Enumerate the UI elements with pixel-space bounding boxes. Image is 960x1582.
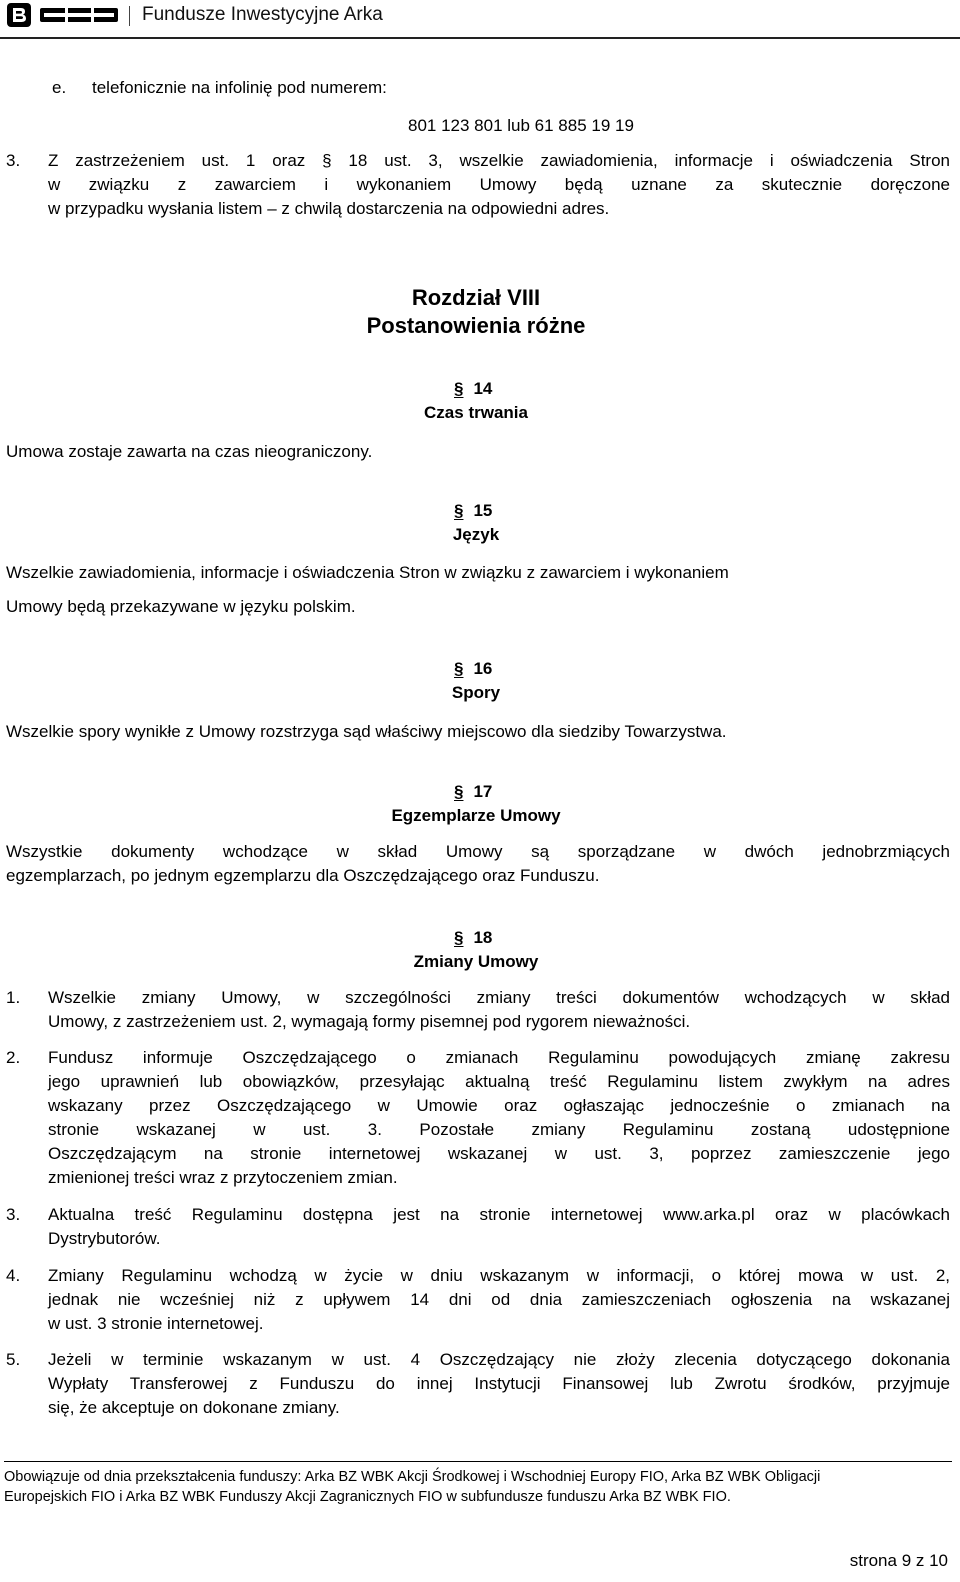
- bz-wbk-logo-icon: [7, 3, 31, 27]
- text-line: w ust. 3 stronie internetowej.: [48, 1314, 264, 1333]
- text-line: stronie wskazanej w ust. 3. Pozostałe zmiany Regulaminu zostaną udostępnione: [48, 1120, 950, 1139]
- text-line: zmienionej treści wraz z przytoczeniem zmian.: [48, 1168, 398, 1187]
- text-line: Jeżeli w terminie wskazanym w ust. 4 Oszczędzający nie złoży zlecenia dotyczącego dokonania: [48, 1350, 950, 1369]
- item-3-text: [48, 149, 950, 221]
- footer-rule: [4, 1461, 952, 1462]
- list-item: [48, 1046, 950, 1190]
- section-sign: §: [454, 501, 464, 520]
- list-item-label: 5.: [6, 1350, 21, 1369]
- section-sign: §: [454, 782, 464, 801]
- list-item: [48, 1203, 950, 1251]
- section-sign: §: [454, 379, 464, 398]
- text-line: Wypłaty Transferowej z Funduszu do innej Instytucji Finansowej lub Zwrotu środków, przyjmuje: [48, 1374, 950, 1393]
- text-line: Zmiany Regulaminu wchodzą w życie w dniu wskazanym w informacji, o której mowa w ust. 2,: [48, 1266, 950, 1285]
- section-18-title: Zmiany Umowy: [413, 952, 539, 971]
- text-line: Aktualna treść Regulaminu dostępna jest na stronie internetowej www.arka.pl oraz w placówkach: [48, 1205, 950, 1224]
- footer-line: Obowiązuje od dnia przekształcenia funduszy: Arka BZ WBK Akcji Środkowej i Wschodniej Europy FIO, Arka BZ WBK Obligacji: [4, 1469, 821, 1485]
- page-number: strona 9 z 10: [849, 1551, 948, 1570]
- chapter-subtitle: Postanowienia różne: [366, 313, 586, 338]
- section-number: 15: [473, 501, 493, 520]
- wbk-wordmark-icon: [40, 5, 118, 25]
- item-e-text: telefonicznie na infolinię pod numerem:: [92, 78, 387, 97]
- section-16-heading: [454, 657, 492, 681]
- text-line: się, że akceptuje on dokonane zmiany.: [48, 1398, 340, 1417]
- item-3-label: 3.: [6, 151, 21, 170]
- header-title: Fundusze Inwestycyjne Arka: [142, 4, 383, 25]
- document-header: [0, 0, 960, 32]
- section-sign: §: [454, 659, 464, 678]
- text-line: Wszystkie dokumenty wchodzące w skład Umowy są sporządzane w dwóch jednobrzmiących: [6, 842, 950, 861]
- list-item-label: 1.: [6, 988, 21, 1007]
- text-line: Z zastrzeżeniem ust. 1 oraz § 18 ust. 3, wszelkie zawiadomienia, informacje i oświadczenia Stron: [48, 151, 950, 170]
- text-line: Wszelkie zmiany Umowy, w szczególności zmiany treści dokumentów wchodzących w skład: [48, 988, 950, 1007]
- text-line: w przypadku wysłania listem – z chwilą dostarczenia na odpowiedni adres.: [48, 199, 610, 218]
- section-18-heading: [454, 926, 492, 950]
- text-line: Oszczędzającym na stronie internetowej wskazanej w ust. 3, poprzez zamieszczenie jego: [48, 1144, 950, 1163]
- text-line: wskazany przez Oszczędzającego w Umowie oraz ogłaszając jednocześnie o zmianach na: [48, 1096, 950, 1115]
- header-rule: [0, 37, 960, 39]
- text-line: Umowy, z zastrzeżeniem ust. 2, wymagają formy pisemnej pod rygorem nieważności.: [48, 1012, 691, 1031]
- section-16-text: Wszelkie spory wynikłe z Umowy rozstrzyga sąd właściwy miejscowo dla siedziby Towarzystwa.: [6, 722, 727, 741]
- text-line: egzemplarzach, po jednym egzemplarzu dla Oszczędzającego oraz Funduszu.: [6, 866, 600, 885]
- text-line: Dystrybutorów.: [48, 1229, 161, 1248]
- section-17-title: Egzemplarze Umowy: [391, 806, 561, 825]
- list-item: [48, 1348, 950, 1420]
- list-item: [48, 1264, 950, 1336]
- list-item-label: 4.: [6, 1266, 21, 1285]
- text-line: jednak nie wcześniej niż z upływem 14 dni od dnia zamieszczeniach ogłoszenia na wskazanej: [48, 1290, 950, 1309]
- section-17-text: [6, 840, 950, 888]
- section-number: 18: [473, 928, 493, 947]
- section-14-text: Umowa zostaje zawarta na czas nieograniczony.: [6, 442, 373, 461]
- header-divider: [129, 6, 130, 26]
- section-16-title: Spory: [451, 683, 501, 702]
- footer-line: Europejskich FIO i Arka BZ WBK Funduszy Akcji Zagranicznych FIO w subfundusze funduszu Arka BZ WBK FIO.: [4, 1489, 731, 1505]
- text-line: jego uprawnień lub obowiązków, przesyłając aktualną treść Regulaminu listem zwykłym na adres: [48, 1072, 950, 1091]
- section-14-heading: [454, 377, 492, 401]
- chapter-title: Rozdział VIII: [411, 285, 541, 310]
- section-number: 14: [473, 379, 493, 398]
- section-17-heading: [454, 780, 492, 804]
- text-line: w związku z zawarciem i wykonaniem Umowy będą uznane za skutecznie doręczone: [48, 175, 950, 194]
- list-item: [48, 986, 950, 1034]
- item-e-label: e.: [52, 78, 67, 97]
- section-15-text-line-1: Wszelkie zawiadomienia, informacje i oświadczenia Stron w związku z zawarciem i wykonaniem: [6, 563, 729, 582]
- footer-note: [4, 1467, 952, 1507]
- list-item-label: 2.: [6, 1048, 21, 1067]
- section-14-title: Czas trwania: [424, 403, 528, 422]
- section-15-heading: [454, 499, 492, 523]
- list-item-label: 3.: [6, 1205, 21, 1224]
- section-15-text-line-2: Umowy będą przekazywane w języku polskim.: [6, 597, 356, 616]
- phone-number: 801 123 801 lub 61 885 19 19: [408, 116, 634, 135]
- section-number: 16: [473, 659, 493, 678]
- section-15-title: Język: [452, 525, 500, 544]
- text-line: Fundusz informuje Oszczędzającego o zmianach Regulaminu powodujących zmianę zakresu: [48, 1048, 950, 1067]
- section-sign: §: [454, 928, 464, 947]
- section-number: 17: [473, 782, 493, 801]
